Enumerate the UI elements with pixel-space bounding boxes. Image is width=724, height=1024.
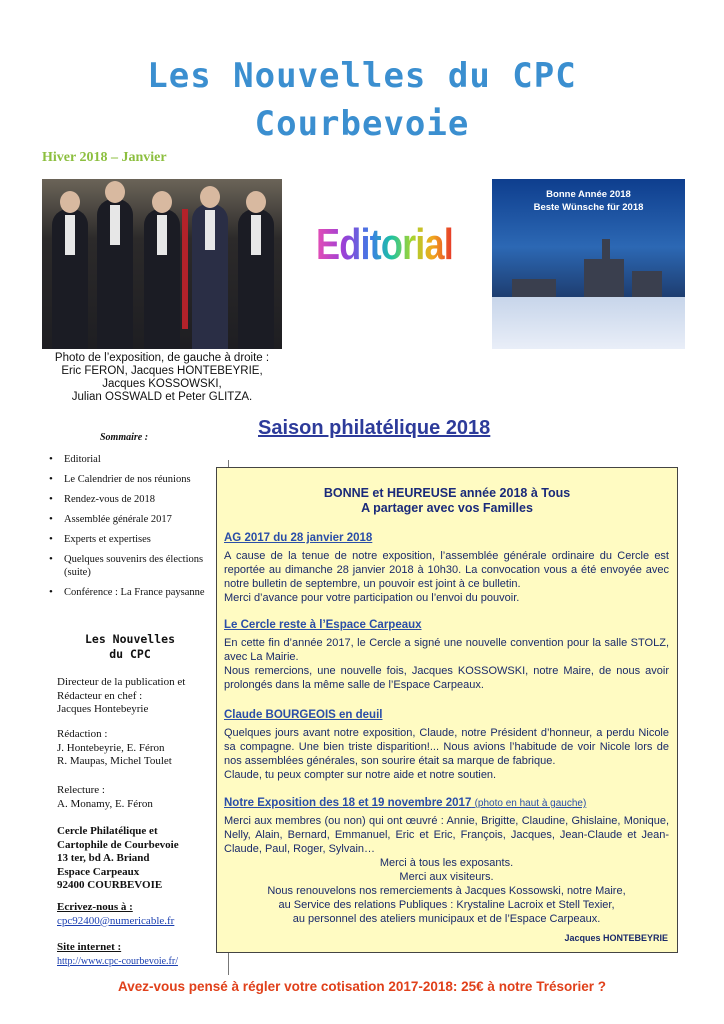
email-link[interactable]: cpc92400@numericable.fr <box>57 914 175 927</box>
masthead-title-line2: Courbevoie <box>254 104 470 144</box>
exposition-heading-note: (photo en haut à gauche) <box>474 798 587 809</box>
section-text-ag <box>224 549 669 605</box>
redaction-info <box>57 728 222 769</box>
photo-caption <box>42 352 282 404</box>
section-text-cercle <box>224 636 669 692</box>
box-title-line1: BONNE et HEUREUSE année 2018 à Tous <box>323 486 571 500</box>
sommaire-item: • Editorial <box>46 453 216 466</box>
website-block <box>57 941 222 968</box>
thanks-line: Nous renouvelons nos remerciements à Jacques Kossowski, notre Maire, <box>267 885 626 897</box>
paragraph: Claude, tu peux compter sur notre aide et notre soutien. <box>224 769 497 781</box>
redaction-line: R. Maupas, Michel Toulet <box>57 755 172 767</box>
thanks-line: Merci à tous les exposants. <box>379 857 514 869</box>
director-line: Rédacteur en chef : <box>57 689 143 702</box>
sommaire-item: • Quelques souvenirs des élections (suite) <box>46 553 216 579</box>
section-text-exposition <box>224 814 669 926</box>
paragraph: A cause de la tenue de notre exposition, l’assemblée générale ordinaire du Cercle est reportée au dimanche 28 janvier 2018 à 10h30. La convocation vous a été envoyée avec notre bulletin de septembre, un pouvoir est joint à ce bulletin. <box>224 550 669 590</box>
thanks-line: au personnel des ateliers municipaux et de l’Espace Carpeaux. <box>292 913 601 925</box>
sommaire-item: • Rendez-vous de 2018 <box>46 493 216 506</box>
caption-line: Julian OSSWALD et Peter GLITZA. <box>71 391 253 403</box>
issue-date: Hiver 2018 – Janvier <box>42 150 167 165</box>
section-text-bourgeois <box>224 726 669 782</box>
footer-reminder: Avez-vous pensé à régler votre cotisation 2017-2018: 25€ à notre Trésorier ? <box>118 979 606 994</box>
editorial-heading: Editorial <box>316 220 453 269</box>
contact-block <box>57 901 222 928</box>
website-link[interactable]: http://www.cpc-courbevoie.fr/ <box>57 955 178 967</box>
paragraph: Nous remercions, une nouvelle fois, Jacques KOSSOWSKI, notre Maire, de nous avoir prolongés dans la même salle de l’Espace Carpeaux. <box>224 665 669 691</box>
paragraph: En cette fin d’année 2017, le Cercle a signé une nouvelle convention pour la salle STOLZ, avec La Mairie. <box>224 637 669 663</box>
exposition-heading-text: Notre Exposition des 18 et 19 novembre 2017 <box>224 797 472 809</box>
sommaire-item: • Le Calendrier de nos réunions <box>46 473 216 486</box>
address-line: Cartophile de Courbevoie <box>57 838 179 851</box>
section-heading-cercle: Le Cercle reste à l’Espace Carpeaux <box>224 619 422 631</box>
sommaire-item: • Assemblée générale 2017 <box>46 513 216 526</box>
box-title <box>216 486 678 516</box>
redaction-label: Rédaction : <box>57 728 108 740</box>
left-title-line: du CPC <box>109 647 151 661</box>
left-title-line: Les Nouvelles <box>84 632 175 646</box>
masthead-title-line1: Les Nouvelles du CPC <box>147 56 577 96</box>
greeting-line2: Beste Wünsche für 2018 <box>533 202 644 213</box>
thanks-line: Merci aux visiteurs. <box>399 871 494 883</box>
club-address <box>57 825 222 893</box>
relecture-info <box>57 784 222 811</box>
section-heading-ag: AG 2017 du 28 janvier 2018 <box>224 532 373 544</box>
thanks-line: au Service des relations Publiques : Krystaline Lacroix et Stell Texier, <box>278 899 615 911</box>
paragraph: Merci d’avance pour votre participation ou l’envoi du pouvoir. <box>224 592 520 604</box>
director-line: Jacques Hontebeyrie <box>57 703 149 715</box>
relecture-label: Relecture : <box>57 784 105 796</box>
sommaire-item: • Experts et expertises <box>46 533 216 546</box>
address-line: Espace Carpeaux <box>57 865 140 878</box>
saison-title: Saison philatélique 2018 <box>258 417 491 439</box>
site-label: Site internet : <box>57 941 122 953</box>
sommaire-list <box>46 446 216 599</box>
address-line: 13 ter, bd A. Briand <box>57 852 150 864</box>
section-heading-exposition <box>224 797 586 809</box>
greeting-line1: Bonne Année 2018 <box>546 189 631 200</box>
section-heading-bourgeois: Claude BOURGEOIS en deuil <box>224 709 383 721</box>
caption-line: Eric FERON, Jacques HONTEBEYRIE, <box>61 365 263 377</box>
greeting-card-image <box>492 179 685 349</box>
signature: Jacques HONTEBEYRIE <box>564 933 668 943</box>
exhibition-photo <box>42 179 282 349</box>
sommaire-item: • Conférence : La France paysanne <box>46 586 216 599</box>
write-label: Ecrivez-nous à : <box>57 901 133 913</box>
address-line: Cercle Philatélique et <box>57 825 158 837</box>
paragraph: Quelques jours avant notre exposition, Claude, notre Président d’honneur, a perdu Nicole sa compagne. Une bien triste disparition!... Nous avions l’habitude de voir Nicole lors de nos assemblées générales, son sourire était sa marque de fabrique. <box>224 727 669 767</box>
relecture-line: A. Monamy, E. Féron <box>57 797 153 810</box>
sommaire-title: Sommaire : <box>100 432 149 443</box>
caption-line: Jacques KOSSOWSKI, <box>102 378 222 390</box>
box-title-line2: A partager avec vos Familles <box>361 501 533 515</box>
paragraph: Merci aux membres (ou non) qui ont œuvré : Annie, Brigitte, Claudine, Ghislaine, Monique, Nelly, Alain, Bernard, Emmanuel, Eric et Eric, François, Jacques, Jean-Claude et Jean-Claude, Paul, Roger, Sylvain… <box>224 815 669 855</box>
redaction-line: J. Hontebeyrie, E. Féron <box>57 741 165 754</box>
director-line: Directeur de la publication et <box>57 676 186 688</box>
address-line: 92400 COURBEVOIE <box>57 879 163 891</box>
director-info <box>57 676 222 717</box>
left-column-title <box>50 632 210 662</box>
caption-line: Photo de l’exposition, de gauche à droite : <box>54 352 270 364</box>
